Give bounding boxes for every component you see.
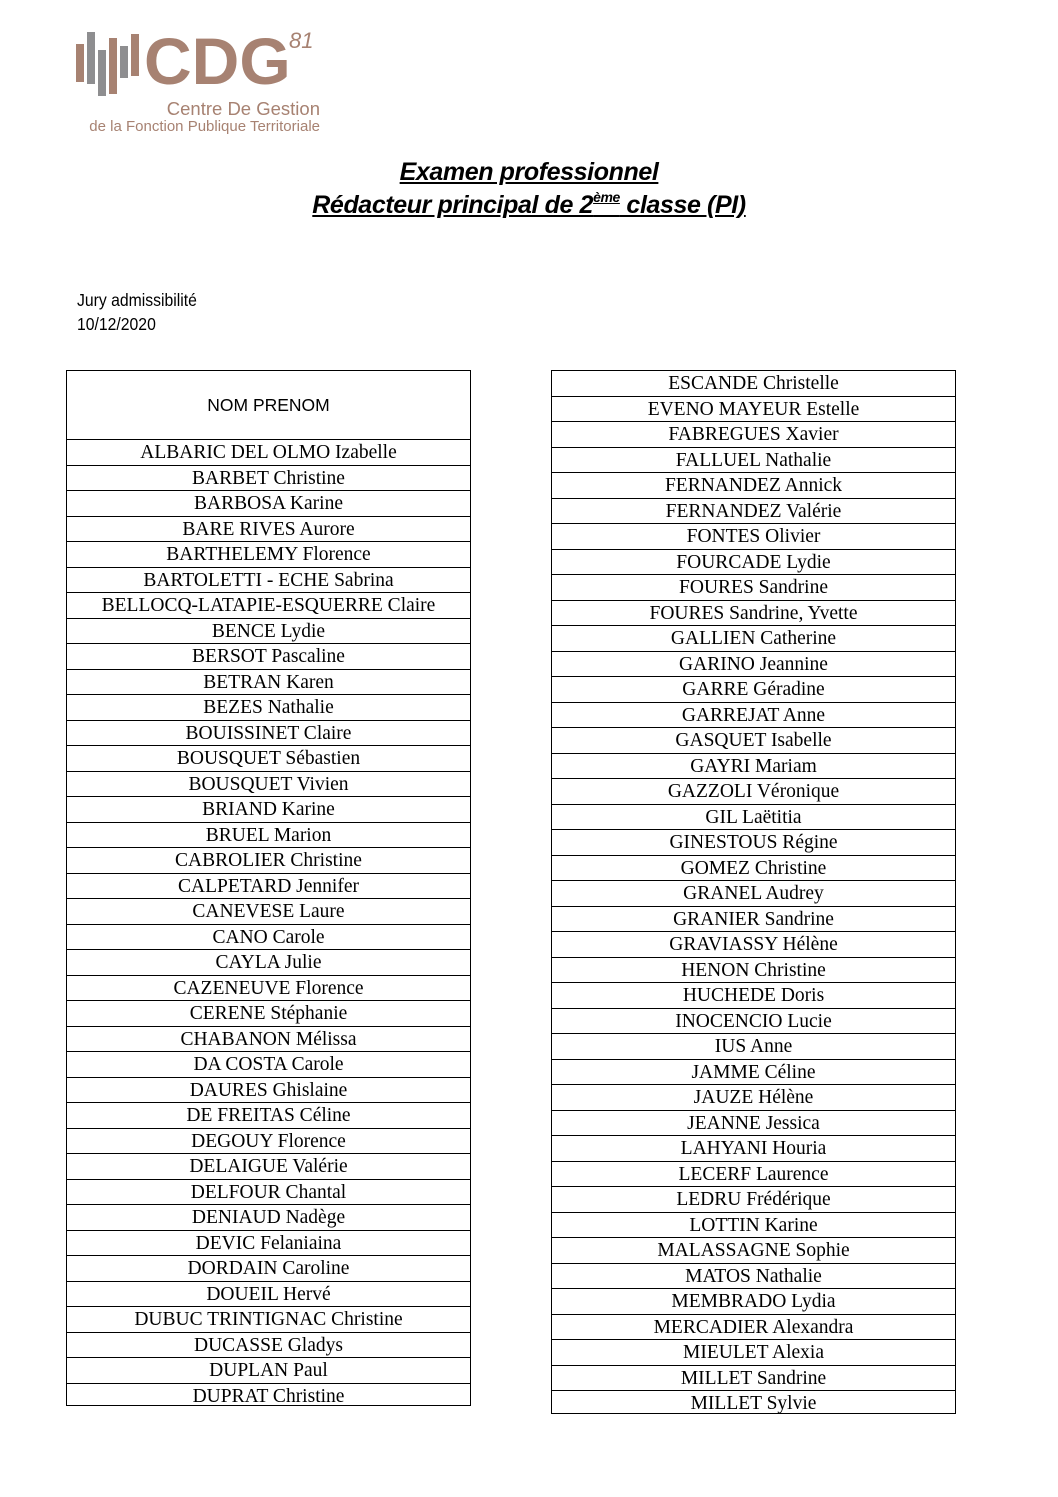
table-row: CABROLIER Christine <box>67 848 470 874</box>
table-row: DUPLAN Paul <box>67 1358 470 1384</box>
table-row: ALBARIC DEL OLMO Izabelle <box>67 440 470 466</box>
table-row: DENIAUD Nadège <box>67 1205 470 1231</box>
table-row: GARREJAT Anne <box>552 703 955 729</box>
table-row: DELFOUR Chantal <box>67 1180 470 1206</box>
names-table-left <box>66 370 471 1406</box>
table-row: MILLET Sylvie <box>690 1393 817 1414</box>
table-row: MILLET Sandrine <box>552 1366 955 1392</box>
table-row: MATOS Nathalie <box>552 1264 955 1290</box>
table-row: BARE RIVES Aurore <box>67 517 470 543</box>
table-row: FOURCADE Lydie <box>552 550 955 576</box>
table-row: BARBET Christine <box>67 466 470 492</box>
table-row: BEZES Nathalie <box>67 695 470 721</box>
table-row: GARRE Géradine <box>552 677 955 703</box>
table-row: BOUSQUET Sébastien <box>67 746 470 772</box>
table-row: BENCE Lydie <box>67 619 470 645</box>
table-row: CANEVESE Laure <box>67 899 470 925</box>
cdg81-logo <box>74 26 324 138</box>
table-row: LECERF Laurence <box>552 1162 955 1188</box>
table-row: HENON Christine <box>552 958 955 984</box>
table-row: MIEULET Alexia <box>552 1340 955 1366</box>
table-row: JEANNE Jessica <box>552 1111 955 1137</box>
logo-subtitle-1: Centre De Gestion <box>166 98 320 119</box>
table-row: FOURES Sandrine <box>552 575 955 601</box>
exam-title: Examen professionnel <box>399 158 659 186</box>
table-row: BOUSQUET Vivien <box>67 772 470 798</box>
table-row: GARINO Jeannine <box>552 652 955 678</box>
table-row: CHABANON Mélissa <box>67 1027 470 1053</box>
table-row: ESCANDE Christelle <box>552 371 955 397</box>
table-row: BARBOSA Karine <box>67 491 470 517</box>
table-row: BRUEL Marion <box>67 823 470 849</box>
table-row: DUBUC TRINTIGNAC Christine <box>67 1307 470 1333</box>
table-row: GAYRI Mariam <box>552 754 955 780</box>
logo-department: 81 <box>289 28 314 53</box>
table-row: GIL Laëtitia <box>552 805 955 831</box>
table-row: BARTHELEMY Florence <box>67 542 470 568</box>
table-row: BARTOLETTI - ECHE Sabrina <box>67 568 470 594</box>
table-row: BELLOCQ-LATAPIE-ESQUERRE Claire <box>67 593 470 619</box>
table-row: GRANEL Audrey <box>552 881 955 907</box>
logo-brand-text: CDG <box>144 26 291 98</box>
table-row: GRANIER Sandrine <box>552 907 955 933</box>
table-row: FOURES Sandrine, Yvette <box>552 601 955 627</box>
names-table-right <box>551 370 956 1414</box>
grade-title-post: classe (PI) <box>619 191 746 219</box>
table-row: DAURES Ghislaine <box>67 1078 470 1104</box>
table-row: JAMME Céline <box>552 1060 955 1086</box>
table-row: BETRAN Karen <box>67 670 470 696</box>
table-row: BRIAND Karine <box>67 797 470 823</box>
logo-subtitle-2: de la Fonction Publique Territoriale <box>89 118 320 135</box>
table-row: FALLUEL Nathalie <box>552 448 955 474</box>
table-row: GINESTOUS Régine <box>552 830 955 856</box>
table-row: LAHYANI Houria <box>552 1136 955 1162</box>
table-row: FABREGUES Xavier <box>552 422 955 448</box>
table-row: GRAVIASSY Hélène <box>552 932 955 958</box>
table-row: LOTTIN Karine <box>552 1213 955 1239</box>
exam-grade-title <box>0 191 1058 220</box>
table-row: DE FREITAS Céline <box>67 1103 470 1129</box>
table-row: DUCASSE Gladys <box>67 1333 470 1359</box>
table-row: DEVIC Felaniaina <box>67 1231 470 1257</box>
table-row: FERNANDEZ Valérie <box>552 499 955 525</box>
table-row: IUS Anne <box>552 1034 955 1060</box>
table-row: LEDRU Frédérique <box>552 1187 955 1213</box>
left-rows <box>67 440 470 1409</box>
table-row: DELAIGUE Valérie <box>67 1154 470 1180</box>
table-row: DORDAIN Caroline <box>67 1256 470 1282</box>
table-row: DA COSTA Carole <box>67 1052 470 1078</box>
table-row: DUPRAT Christine <box>192 1385 345 1407</box>
table-row: MERCADIER Alexandra <box>552 1315 955 1341</box>
table-row: DOUEIL Hervé <box>67 1282 470 1308</box>
table-row: GASQUET Isabelle <box>552 728 955 754</box>
right-rows <box>552 371 955 1417</box>
table-row: CAYLA Julie <box>67 950 470 976</box>
table-row: MALASSAGNE Sophie <box>552 1238 955 1264</box>
grade-title-pre: Rédacteur principal de 2 <box>312 191 594 219</box>
table-row: GALLIEN Catherine <box>552 626 955 652</box>
table-row: FONTES Olivier <box>552 524 955 550</box>
table-row: GOMEZ Christine <box>552 856 955 882</box>
table-row: MEMBRADO Lydia <box>552 1289 955 1315</box>
table-row: INOCENCIO Lucie <box>552 1009 955 1035</box>
cdg-logo-mark <box>74 26 324 98</box>
table-row: BERSOT Pascaline <box>67 644 470 670</box>
table-row: CANO Carole <box>67 925 470 951</box>
table-row: EVENO MAYEUR Estelle <box>552 397 955 423</box>
table-row: CERENE Stéphanie <box>67 1001 470 1027</box>
jury-label: Jury admissibilité <box>77 290 197 310</box>
table-row: DEGOUY Florence <box>67 1129 470 1155</box>
grade-title-sup: ème <box>593 189 620 205</box>
table-row: FERNANDEZ Annick <box>552 473 955 499</box>
table-row: GAZZOLI Véronique <box>552 779 955 805</box>
jury-date: 10/12/2020 <box>77 314 156 334</box>
table-row: JAUZE Hélène <box>552 1085 955 1111</box>
table-row: BOUISSINET Claire <box>67 721 470 747</box>
table-row: HUCHEDE Doris <box>552 983 955 1009</box>
table-row: CAZENEUVE Florence <box>67 976 470 1002</box>
table-row: CALPETARD Jennifer <box>67 874 470 900</box>
table-header: NOM PRENOM <box>67 371 470 440</box>
